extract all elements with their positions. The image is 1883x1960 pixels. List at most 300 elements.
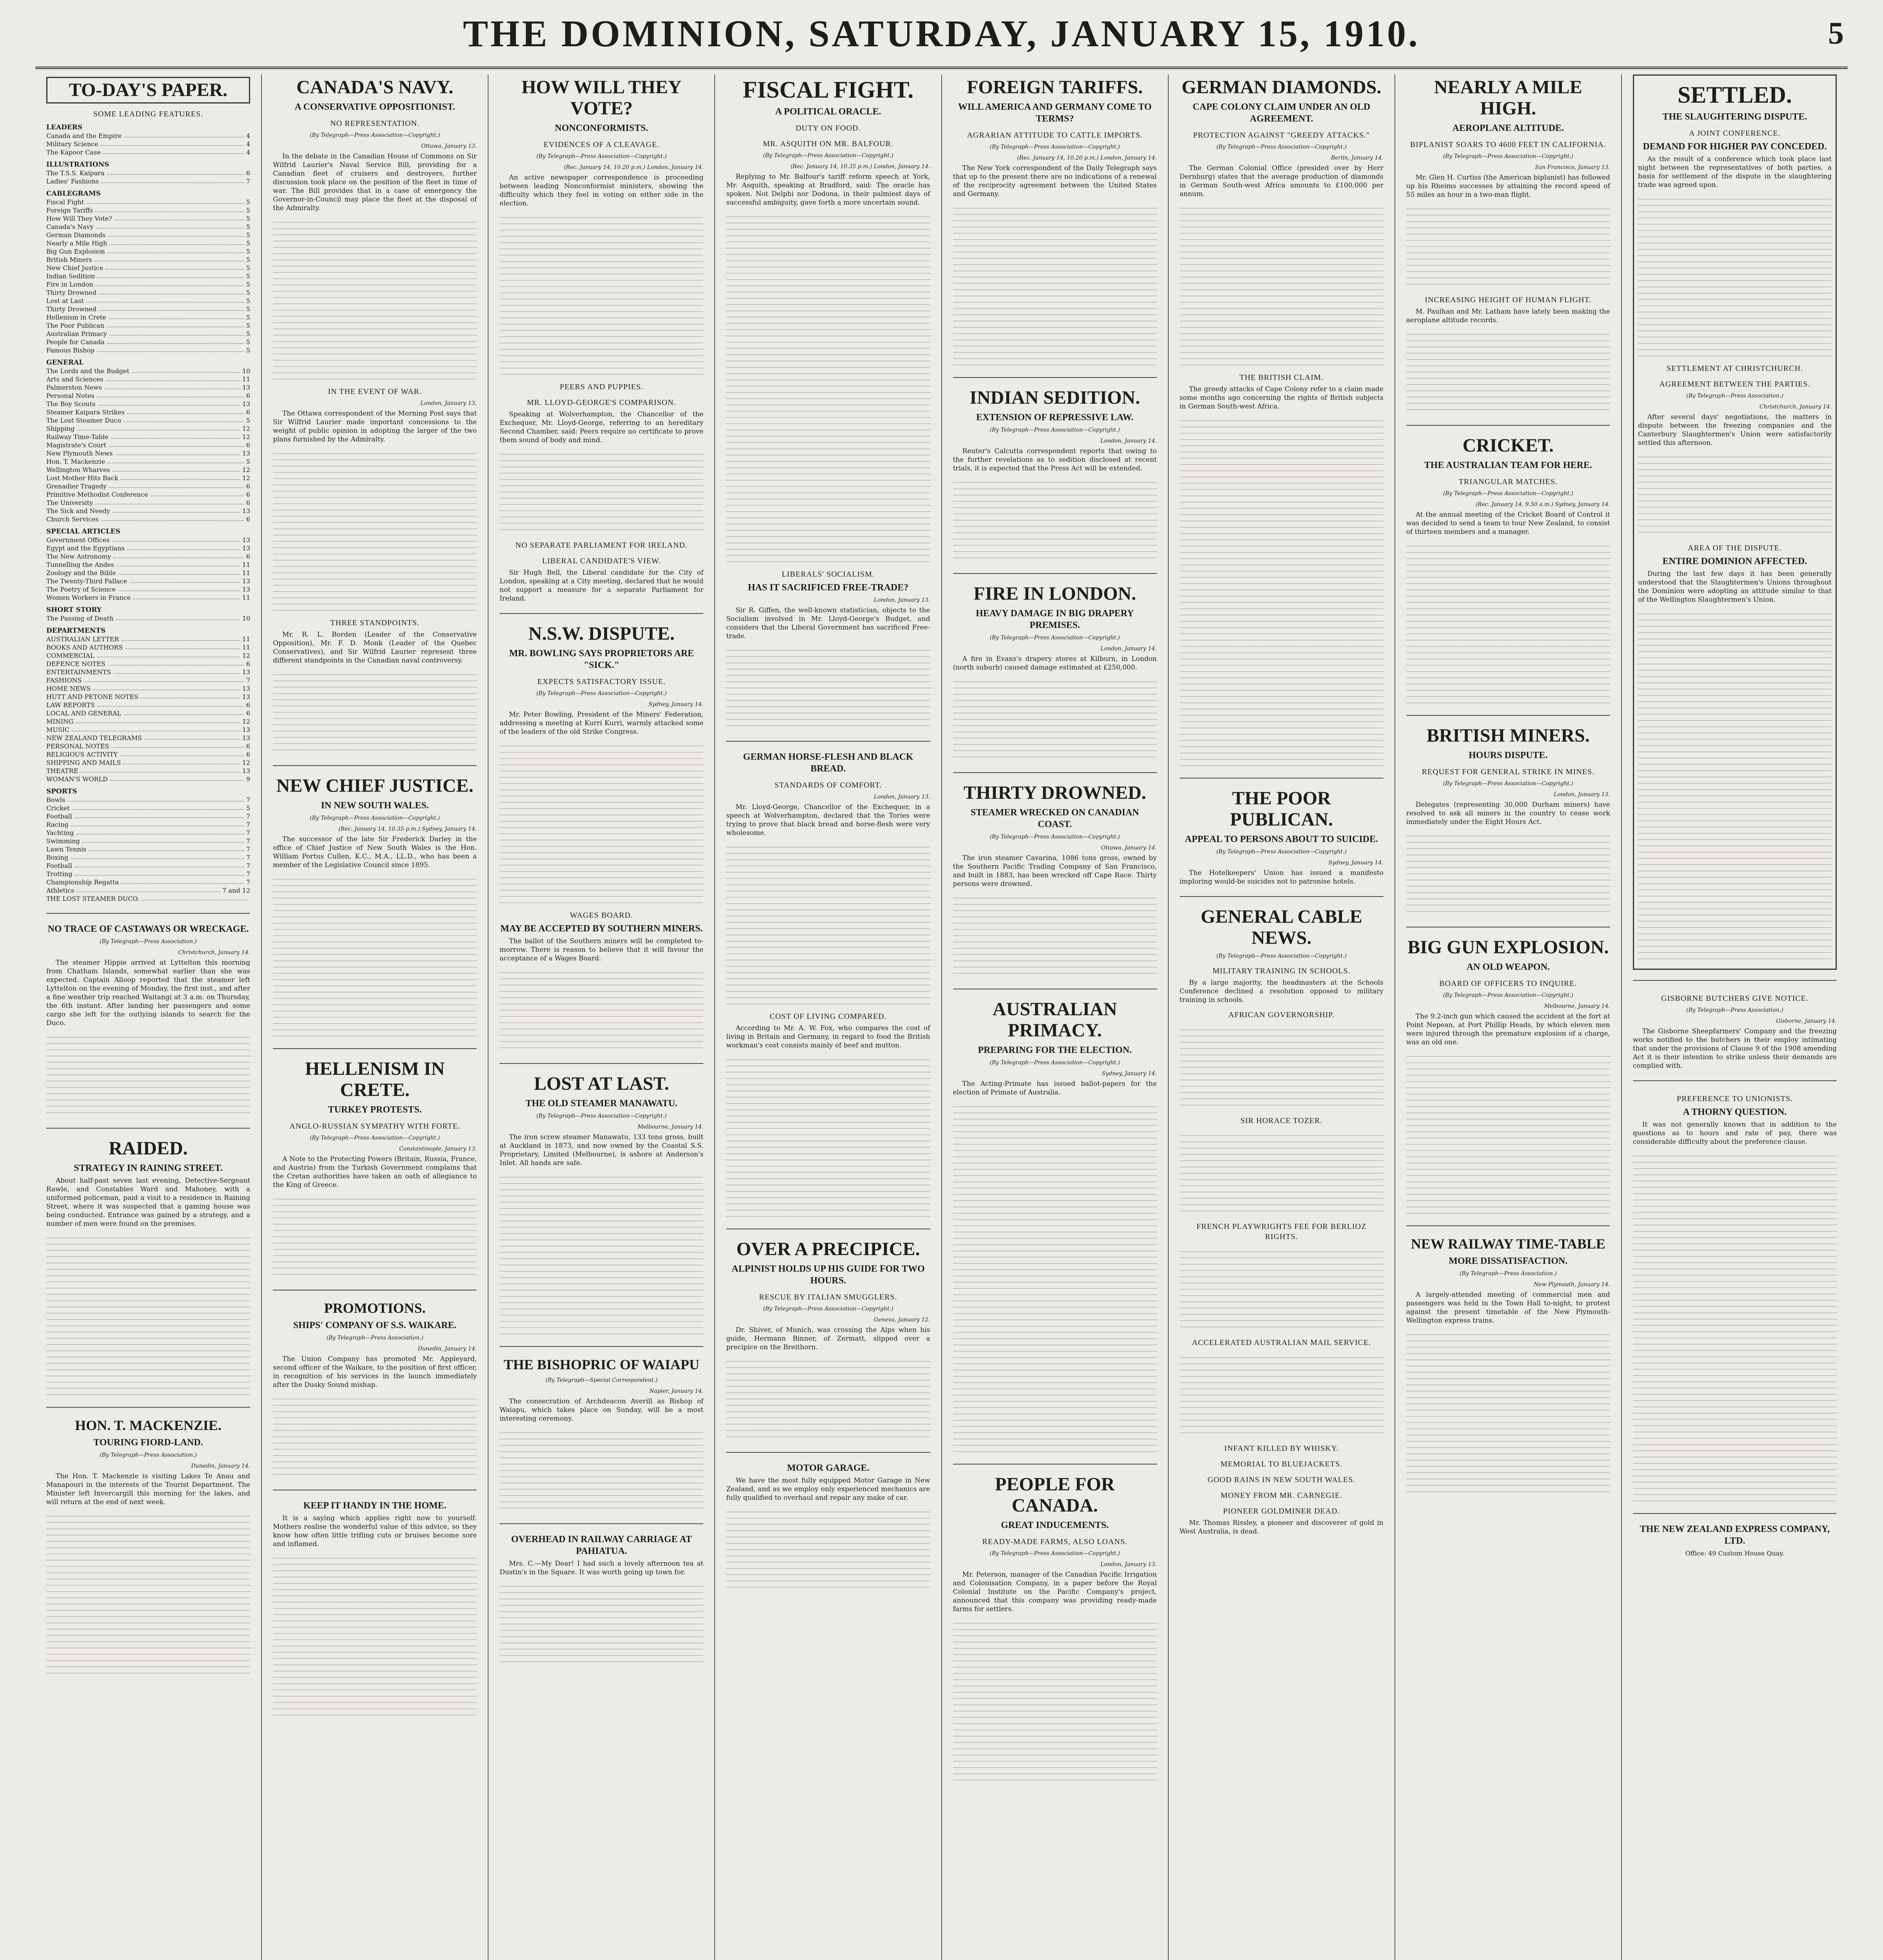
toc-label: Military Science xyxy=(46,140,98,148)
text-block xyxy=(726,1054,930,1218)
cable-sub10: PIONEER GOLDMINER DEAD. xyxy=(1223,1507,1340,1515)
text-block xyxy=(726,1356,930,1442)
toc-row xyxy=(46,289,250,297)
mile-deck: AEROPLANE ALTITUDE. xyxy=(1452,123,1564,133)
toc-label: Boxing xyxy=(46,854,69,861)
toc-group-heading: DEPARTMENTS xyxy=(46,627,106,635)
toc-label: How Will They Vote? xyxy=(46,215,112,222)
toc-group-heading: GENERAL xyxy=(46,359,84,367)
cricket-deck: THE AUSTRALIAN TEAM FOR HERE. xyxy=(1424,460,1592,470)
toc-leader-dots xyxy=(115,449,240,455)
toc-leader-dots xyxy=(77,425,240,430)
toc-page: 6 xyxy=(246,491,251,498)
toc-row xyxy=(46,742,250,750)
mackenzie-body: The Hon. T. Mackenzie is visiting Lakes Te Anau and Manapouri in the interests of the Tourist Department. The Minister left Invercargill this morning for the lakes, and will return at the end of next week. xyxy=(46,1472,251,1506)
toc-page: 13 xyxy=(242,685,251,692)
toc-row xyxy=(46,499,250,507)
column-6 xyxy=(1168,74,1395,1960)
toc-row xyxy=(46,515,250,523)
toc-page: 11 xyxy=(242,561,251,568)
toc-label: Trotting xyxy=(46,870,73,878)
toc-page: 5 xyxy=(246,314,251,321)
toc-row xyxy=(46,466,250,474)
settled-sub2: SETTLEMENT AT CHRISTCHURCH. xyxy=(1666,364,1803,373)
toc-leader-dots xyxy=(108,660,244,666)
diamonds-sub1: PROTECTION AGAINST "GREEDY ATTACKS." xyxy=(1193,131,1370,140)
text-block xyxy=(1638,193,1832,358)
toc-leader-dots xyxy=(122,635,240,641)
crete-body: A Note to the Protecting Powers (Britain, Russia, France, and Austria) from the Turkish Government complains that the Cretan authorities have taken an oath of allegiance to the King of Greece. xyxy=(273,1155,477,1189)
duco-body: The steamer Hippie arrived at Lyttelton this morning from Chatham Islands, somewhat earlier than she was expected. Captain Alloop reported that the steamer left Lyttelton on the evening of Monday, the first inst., and after a fine weather trip reached Waitangi at 3 a.m. on Thursday, the 6th instant. After landing her passengers and some cargo she left for the outlying islands to search for the Duco. xyxy=(46,959,251,1027)
text-block xyxy=(1180,1130,1384,1216)
toc-page: 6 xyxy=(246,483,251,490)
text-block xyxy=(726,644,930,731)
toc-page: 7 xyxy=(246,837,251,845)
indian-deck: EXTENSION OF REPRESSIVE LAW. xyxy=(976,412,1134,423)
toc-leader-dots xyxy=(72,726,240,731)
cable-body1: By a large majority, the headmasters at the Schools Conference declined a resolution opposed to military training in schools. xyxy=(1179,979,1384,1004)
toc-leader-dots xyxy=(127,544,240,550)
people-credit: (By Telegraph—Press Association—Copyright.) xyxy=(990,1550,1120,1557)
toc xyxy=(46,77,250,903)
toc-label: Palmerston News xyxy=(46,384,102,391)
justice-dateline: (Rec. January 14, 10.35 p.m.) Sydney, January 14. xyxy=(338,826,477,832)
toc-leader-dots xyxy=(116,614,240,620)
toc-leader-dots xyxy=(127,408,244,414)
toc-page: 4 xyxy=(246,140,251,148)
railway-head: NEW RAILWAY TIME-TABLE xyxy=(1411,1236,1605,1252)
toc-label: Cricket xyxy=(46,804,70,812)
toc-label: AUSTRALIAN LETTER xyxy=(46,635,119,643)
toc-leader-dots xyxy=(123,759,240,764)
toc-leader-dots xyxy=(86,297,244,303)
toc-label: Canada's Navy xyxy=(46,223,94,230)
article-raided xyxy=(46,1128,250,1397)
article-cricket xyxy=(1406,425,1610,705)
toc-leader-dots xyxy=(74,870,243,876)
text-block xyxy=(1638,608,1832,961)
toc-leader-dots xyxy=(99,289,244,294)
diamonds-sub2: THE BRITISH CLAIM. xyxy=(1239,373,1324,382)
toc-label: Championship Regatta xyxy=(46,878,119,886)
settled-body3: After several days' negotiations, the matters in dispute between the freezing companies and the Canterbury Slaughtermen's Union were satisfactorily settled this afternoon. xyxy=(1638,413,1832,447)
toc-label: Hon. T. Mackenzie xyxy=(46,458,105,465)
vote-sub5: LIBERAL CANDIDATE'S VIEW. xyxy=(542,557,661,565)
toc-page: 13 xyxy=(242,536,251,544)
publican-dateline: Sydney, January 14. xyxy=(1328,860,1384,866)
toc-page: 6 xyxy=(246,701,251,709)
wages-deck: MAY BE ACCEPTED BY SOUTHERN MINERS. xyxy=(500,924,703,934)
gun-head: BIG GUN EXPLOSION. xyxy=(1407,937,1609,958)
gun-deck: AN OLD WEAPON. xyxy=(1466,962,1550,972)
column-4 xyxy=(714,74,941,1960)
toc-page: 5 xyxy=(246,215,251,222)
toc-label: Tunnelling the Andes xyxy=(46,561,114,568)
settled-deck: THE SLAUGHTERING DISPUTE. xyxy=(1662,112,1807,122)
toc-row xyxy=(46,474,250,482)
toc-leader-dots xyxy=(101,515,244,521)
toc-label: The Lords and the Budget xyxy=(46,367,129,375)
fiscal-sub2: MR. ASQUITH ON MR. BALFOUR. xyxy=(763,140,894,148)
toc-label: Foreign Tariffs xyxy=(46,207,93,214)
fiscal-head: FISCAL FIGHT. xyxy=(743,77,914,103)
cable-sub3: SIR HORACE TOZER. xyxy=(1240,1116,1323,1125)
fiscal-deck3: HAS IT SACRIFICED FREE-TRADE? xyxy=(748,583,909,593)
canada-sub1: NO REPRESENTATION. xyxy=(330,119,419,128)
gisborne-credit: (By Telegraph—Press Association.) xyxy=(1686,1007,1783,1013)
toc-label: LAW REPORTS xyxy=(46,701,95,709)
toc-page: 12 xyxy=(242,652,251,659)
toc-label: Steamer Kaipara Strikes xyxy=(46,408,125,416)
toc-leader-dots xyxy=(111,433,240,439)
toc-leader-dots xyxy=(109,330,244,336)
vote-credit: (By Telegraph—Press Association—Copyright.) xyxy=(536,153,667,160)
keep-body: It is a saying which applies right now to yourself. Mothers realise the wonderful value of this advice, so they know how often little trifling cuts or bruises become sore and inflamed. xyxy=(273,1514,477,1548)
toc-leader-dots xyxy=(118,585,240,591)
motor-body: We have the most fully equipped Motor Garage in New Zealand, and as we employ only experienced mechanics are fully qualified to overhaul and repair any make of car. xyxy=(726,1477,930,1502)
mackenzie-dateline: Dunedin, January 14. xyxy=(191,1463,251,1469)
ad-express-company xyxy=(1633,1513,1837,1558)
toc-row xyxy=(46,416,250,425)
primacy-deck: PREPARING FOR THE ELECTION. xyxy=(978,1045,1132,1055)
gun-credit: (By Telegraph—Press Association—Copyright.) xyxy=(1443,992,1574,998)
toc-row xyxy=(46,330,250,338)
toc-page: 5 xyxy=(246,198,251,206)
toc-row xyxy=(46,561,250,569)
tariffs-head: FOREIGN TARIFFS. xyxy=(967,77,1143,98)
toc-page: 5 xyxy=(246,804,251,812)
article-british-miners xyxy=(1406,715,1610,916)
toc-label: HOME NEWS xyxy=(46,685,91,692)
toc-label: New Plymouth News xyxy=(46,450,113,457)
toc-page: 5 xyxy=(246,338,251,346)
text-block xyxy=(273,669,477,755)
toc-leader-dots xyxy=(132,367,240,373)
page-number: 5 xyxy=(1828,16,1844,51)
toc-page: 7 xyxy=(246,796,251,804)
toc-label: Wellington Wharves xyxy=(46,466,110,474)
article-keep-handy xyxy=(273,1490,477,1717)
toc-page: 12 xyxy=(242,474,251,482)
toc-label: Fire in London xyxy=(46,281,93,288)
crete-credit: (By Telegraph—Press Association—Copyright.) xyxy=(309,1135,440,1141)
cost-sub: COST OF LIVING COMPARED. xyxy=(770,1012,887,1021)
toc-page: 5 xyxy=(246,264,251,272)
text-block xyxy=(273,216,477,381)
article-nsw-dispute xyxy=(499,613,703,1053)
toc-leader-dots xyxy=(84,676,244,682)
toc-label: Government Offices xyxy=(46,536,110,544)
article-german-diamonds xyxy=(1180,77,1384,768)
toc-page: 6 xyxy=(246,553,251,560)
toc-page: 5 xyxy=(246,248,251,255)
waiapu-credit: (By Telegraph—Special Correspondent.) xyxy=(545,1377,658,1383)
text-block xyxy=(953,202,1157,367)
toc-leader-dots xyxy=(104,383,240,389)
text-block xyxy=(1406,1051,1610,1215)
toc-page: 13 xyxy=(242,586,251,593)
toc-row xyxy=(46,375,250,383)
toc-page: 5 xyxy=(246,231,251,239)
people-sub: READY-MADE FARMS, ALSO LOANS. xyxy=(982,1537,1128,1546)
vote-sub4: NO SEPARATE PARLIAMENT FOR IRELAND. xyxy=(515,541,688,550)
toc-page: 6 xyxy=(246,499,251,506)
mile-credit: (By Telegraph—Press Association—Copyright.) xyxy=(1443,153,1574,160)
text-block xyxy=(499,967,703,1053)
toc-leader-dots xyxy=(97,346,244,352)
toc-leader-dots xyxy=(124,132,244,138)
toc-page: 5 xyxy=(246,458,251,465)
toc-label: PERSONAL NOTES xyxy=(46,742,109,750)
toc-leader-dots xyxy=(144,734,240,740)
toc-row xyxy=(46,367,250,375)
toc-row xyxy=(46,425,250,433)
text-block xyxy=(1633,1150,1837,1503)
toc-leader-dots xyxy=(110,775,244,781)
toc-leader-dots xyxy=(123,709,244,715)
toc-row xyxy=(46,433,250,441)
toc-page: 5 xyxy=(246,281,251,288)
toc-label: Women Workers in France xyxy=(46,594,131,601)
text-block xyxy=(499,1581,703,1667)
toc-label: The Poetry of Science xyxy=(46,586,116,593)
toc-page: 11 xyxy=(242,594,251,601)
toc-row xyxy=(46,569,250,577)
toc-leader-dots xyxy=(71,853,244,859)
toc-row xyxy=(46,482,250,490)
promotions-head: PROMOTIONS. xyxy=(324,1300,426,1316)
waiapu-body: The consecration of Archdeacon Averill as Bishop of Waiapu, which takes place on Sunday, will be a most interesting ceremony. xyxy=(499,1397,704,1423)
nsw-head: N.S.W. DISPUTE. xyxy=(528,623,675,644)
text-block xyxy=(1406,203,1610,289)
text-block xyxy=(273,873,477,1038)
article-general-cable xyxy=(1180,896,1384,1536)
fiscal-body3: Sir R. Giffen, the well-known statistician, objects to the Socialism involved in Mr. Lloyd-George's Budget, and considers that the Liberal Government has sacrificed Free-trade. xyxy=(726,606,930,640)
toc-row xyxy=(46,759,250,767)
toc-label: Thirty Drowned xyxy=(46,305,97,313)
toc-leader-dots xyxy=(72,804,244,810)
toc-leader-dots xyxy=(76,886,220,892)
text-block xyxy=(1180,1246,1384,1332)
fire-head: FIRE IN LONDON. xyxy=(973,583,1136,604)
toc-row xyxy=(46,177,250,185)
primacy-body: The Acting-Primate has issued ballot-papers for the election of Primate of Australia. xyxy=(953,1080,1157,1096)
settled-body4: During the last few days it has been generally understood that the Slaughtermen's Unions throughout the Dominion were adopting an attitude similar to that of the Wellington Slaughtermen's Union. xyxy=(1638,570,1832,604)
toc-group-heading: ILLUSTRATIONS xyxy=(46,161,109,169)
toc-page: 5 xyxy=(246,240,251,247)
drowned-dateline: Ottawa, January 14. xyxy=(1101,845,1157,851)
cable-sub7: MEMORIAL TO BLUEJACKETS. xyxy=(1220,1460,1343,1468)
toc-row xyxy=(46,895,250,903)
toc-page: 5 xyxy=(246,347,251,354)
article-crete xyxy=(273,1048,477,1279)
toc-label: Lawn Tennis xyxy=(46,846,87,853)
toc-label: Arts and Sciences xyxy=(46,376,104,383)
toc-leader-dots xyxy=(123,416,244,422)
toc-row xyxy=(46,321,250,330)
toc-page: 7 xyxy=(246,878,251,886)
tariffs-sub1: AGRARIAN ATTITUDE TO CATTLE IMPORTS. xyxy=(967,131,1143,140)
keep-head: KEEP IT HANDY IN THE HOME. xyxy=(303,1501,447,1511)
toc-leader-dots xyxy=(71,820,244,826)
toc-leader-dots xyxy=(80,767,240,773)
toc-page: 13 xyxy=(242,668,251,676)
text-block xyxy=(273,1193,477,1279)
justice-body: The successor of the late Sir Frederick Darley in the office of Chief Justice of New South Wales is the Hon. William Portus Cullen, K.C., M.A., LL.D., who has been a member of the Legislative Council since 1895. xyxy=(273,835,477,869)
toc-row xyxy=(46,239,250,247)
toc-leader-dots xyxy=(113,552,244,558)
toc-page: 13 xyxy=(242,450,251,457)
toc-row xyxy=(46,726,250,734)
diamonds-credit: (By Telegraph—Press Association—Copyright.) xyxy=(1216,144,1347,150)
toc-row xyxy=(46,804,250,812)
toc-leader-dots xyxy=(109,441,244,447)
raided-body: About half-past seven last evening, Detective-Sergeant Rawle, and Constables Ward and Mahoney, with a uniformed policeman, paid a visit to a residence in Raining Street, where it was suspected that a gaming house was being conducted. Entrance was gained by a strategy, and a number of men were found on the premises. xyxy=(46,1177,251,1228)
toc-row xyxy=(46,734,250,742)
justice-head: NEW CHIEF JUSTICE. xyxy=(276,775,474,796)
article-lost-at-last xyxy=(499,1063,703,1336)
toc-label: British Miners xyxy=(46,256,92,263)
nsw-credit: (By Telegraph—Press Association—Copyright.) xyxy=(536,690,667,697)
toc-leader-dots xyxy=(109,482,244,488)
column-1 xyxy=(35,74,261,1960)
toc-label: Grenadier Tragedy xyxy=(46,483,107,490)
columns xyxy=(35,74,1848,1960)
text-block xyxy=(953,477,1157,563)
mile-body2: M. Paulhan and Mr. Latham have lately been making the aeroplane altitude records. xyxy=(1406,308,1610,324)
unionists-deck: A THORNY QUESTION. xyxy=(1683,1107,1787,1117)
text-block xyxy=(1638,451,1832,537)
gisborne-body: The Gisborne Sheepfarmers' Company and the freezing works notified to the butchers in their employ intimating that under the provisions of Clause 9 of the 1908 amending Act it is their intention to strike unless their demands are complied with. xyxy=(1632,1027,1837,1070)
indian-body: Reuter's Calcutta correspondent reports that owing to the further revelations as to sedition disclosed at recent trials, it is expected that the Press Act will be extended. xyxy=(953,447,1157,472)
toc-group-heading: LEADERS xyxy=(46,123,83,131)
toc-row xyxy=(46,552,250,561)
toc-leader-dots xyxy=(107,247,244,253)
article-poor-publican xyxy=(1180,778,1384,886)
toc-row xyxy=(46,614,250,622)
toc-page: 13 xyxy=(242,544,251,552)
crete-head: HELLENISM IN CRETE. xyxy=(305,1058,445,1100)
crete-dateline: Constantinople, January 13. xyxy=(399,1146,477,1152)
toc-label: Lost Mother Hits Back xyxy=(46,474,118,482)
toc-row xyxy=(46,635,250,643)
miners-deck: HOURS DISPUTE. xyxy=(1469,750,1548,760)
toc-label: RELIGIOUS ACTIVITY xyxy=(46,751,118,758)
article-gisborne xyxy=(1633,980,1837,1070)
wages-body: The ballot of the Southern miners will be completed to-morrow. There is reason to believe that it will favour the acceptance of a Wages Board. xyxy=(499,937,704,962)
toc-label: Hellenism in Crete xyxy=(46,314,106,321)
overhead-head: OVERHEAD IN RAILWAY CARRIAGE AT PAHIATUA. xyxy=(511,1534,692,1556)
toc-page: 13 xyxy=(242,726,251,733)
toc-label: Bowls xyxy=(46,796,65,804)
railway-dateline: New Plymouth, January 14. xyxy=(1534,1281,1610,1288)
toc-row xyxy=(46,750,250,759)
toc-page: 12 xyxy=(242,759,251,766)
mackenzie-credit: (By Telegraph—Press Association.) xyxy=(100,1452,197,1458)
toc-leader-dots xyxy=(116,561,240,566)
toc-leader-dots xyxy=(111,742,244,748)
fiscal-sub1: DUTY ON FOOD. xyxy=(795,124,861,132)
toc-leader-dots xyxy=(113,507,240,513)
toc-leader-dots xyxy=(76,717,240,723)
toc-leader-dots xyxy=(86,198,244,204)
toc-label: Athletics xyxy=(46,887,74,894)
text-block xyxy=(726,841,930,1006)
article-vote xyxy=(499,77,703,603)
toc-row xyxy=(46,297,250,305)
toc-leader-dots xyxy=(113,668,240,674)
lost-body: The iron screw steamer Manawatu, 133 tons gross, built at Auckland in 1873, and now owned by the Coastal S.S. Proprietary, Limited (Melbourne), is ashore at Anderson's Inlet. All hands are safe. xyxy=(499,1133,704,1167)
toc-leader-dots xyxy=(98,400,240,406)
masthead xyxy=(35,8,1848,69)
toc-row xyxy=(46,272,250,280)
fire-dateline: London, January 14. xyxy=(1100,646,1157,652)
toc-page: 9 xyxy=(246,775,251,783)
text-block xyxy=(1180,1352,1384,1438)
toc-row xyxy=(46,441,250,449)
article-big-gun xyxy=(1406,927,1610,1215)
toc-row xyxy=(46,305,250,313)
toc-label: German Diamonds xyxy=(46,231,106,239)
cable-body10: Mr. Thomas Rissley, a pioneer and discoverer of gold in West Australia, is dead. xyxy=(1179,1519,1384,1535)
drowned-credit: (By Telegraph—Press Association—Copyright.) xyxy=(990,834,1120,840)
cable-sub4: FRENCH PLAYWRIGHTS FEE FOR BERLIOZ RIGHTS. xyxy=(1197,1222,1367,1241)
canada-body1: In the debate in the Canadian House of Commons on Sir Wilfrid Laurier's Naval Service Bill, providing for a Canadian fleet of cruisers and destroyers, further discussion took place on the position of the fleet in time of war. The Bill provides that in a case of emergency the Governor-in-Council may place the fleet at the disposal of the Admiralty. xyxy=(273,152,477,212)
toc-label: Indian Sedition xyxy=(46,272,95,280)
vote-sub2: PEERS AND PUPPIES. xyxy=(559,383,643,391)
gisborne-dateline: Gisborne, January 14. xyxy=(1776,1018,1837,1024)
text-block xyxy=(1180,202,1384,367)
article-settled xyxy=(1633,74,1837,970)
article-black-bread xyxy=(726,741,930,1218)
toc-row xyxy=(46,652,250,660)
toc-subtitle: SOME LEADING FEATURES. xyxy=(93,110,203,118)
settled-deck4: ENTIRE DOMINION AFFECTED. xyxy=(1662,556,1807,566)
mile-dateline1: San Francisco, January 13. xyxy=(1535,164,1610,171)
toc-label: New Chief Justice xyxy=(46,264,104,272)
diamonds-head: GERMAN DIAMONDS. xyxy=(1182,77,1382,98)
article-chief-justice xyxy=(273,765,477,1038)
cable-sub5: ACCELERATED AUSTRALIAN MAIL SERVICE. xyxy=(1192,1338,1371,1347)
toc-row xyxy=(46,148,250,156)
lost-credit: (By Telegraph—Press Association—Copyright.) xyxy=(536,1113,667,1119)
toc-label: The Lost Steamer Duco xyxy=(46,417,122,424)
mile-head: NEARLY A MILE HIGH. xyxy=(1434,77,1582,119)
toc-row xyxy=(46,346,250,354)
settled-sub1: A JOINT CONFERENCE. xyxy=(1689,129,1781,138)
bread-deck: STANDARDS OF COMFORT. xyxy=(774,781,882,789)
toc-label: Racing xyxy=(46,821,69,828)
column-2 xyxy=(261,74,488,1960)
miners-head: BRITISH MINERS. xyxy=(1426,725,1590,746)
fiscal-dateline1: (Rec. January 14, 10.35 p.m.) London, January 14. xyxy=(790,163,930,170)
diamonds-body2: The greedy attacks of Cape Colony refer to a claim made some months ago concerning the rights of British subjects in German South-west Africa. xyxy=(1179,385,1384,410)
promotions-credit: (By Telegraph—Press Association.) xyxy=(326,1335,423,1341)
lost-dateline: Melbourne, January 14. xyxy=(637,1124,704,1130)
toc-row xyxy=(46,837,250,845)
article-thirty-drowned xyxy=(953,772,1157,978)
toc-leader-dots xyxy=(99,305,244,311)
duco-deck: NO TRACE OF CASTAWAYS OR WRECKAGE. xyxy=(47,924,249,934)
toc-row xyxy=(46,717,250,726)
bread-body: Mr. Lloyd-George, Chancellor of the Exchequer, in a speech at Wolverhampton, declared that the Tories were trying to prove that black bread and horse-flesh were very wholesome. xyxy=(726,803,930,837)
mackenzie-deck: TOURING FIORD-LAND. xyxy=(93,1437,203,1448)
toc-leader-dots xyxy=(121,474,240,480)
toc-group-heading: CABLEGRAMS xyxy=(46,190,101,198)
text-block xyxy=(1406,1329,1610,1494)
vote-dateline1: (Rec. January 14, 10.20 p.m.) London, January 14. xyxy=(563,164,704,171)
toc-label: The T.S.S. Kaipara xyxy=(46,169,105,177)
